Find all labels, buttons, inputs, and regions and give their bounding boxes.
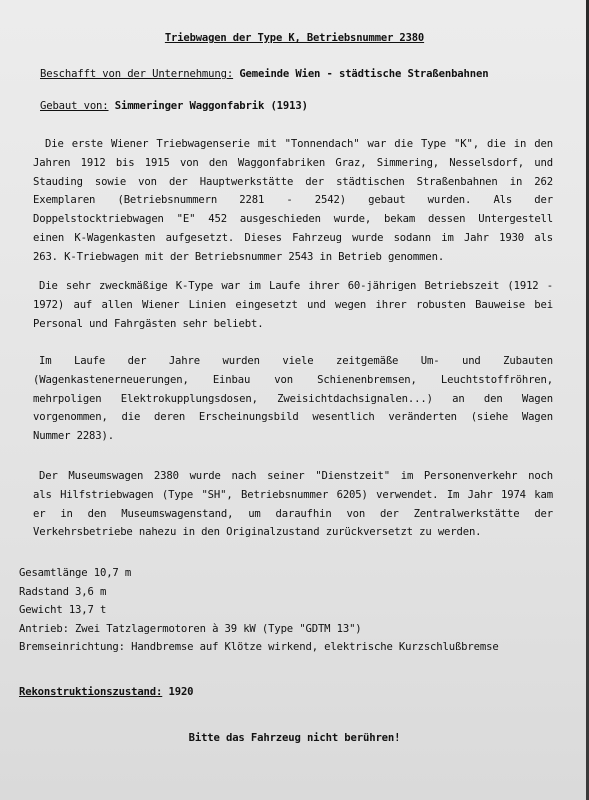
paragraph-3	[33, 352, 553, 446]
paragraph-line: 1972) auf allen Wiener Linien eingesetzt und wegen ihrer robusten Bauweise bei	[33, 298, 553, 311]
spec-list	[19, 564, 559, 657]
built-line	[40, 100, 560, 112]
paragraph-line: Jahren 1912 bis 1915 von den Waggonfabriken Graz, Simmering, Nesselsdorf, und	[33, 156, 553, 169]
paragraph-line: Stauding sowie von der Hauptwerkstätte der städtischen Straßenbahnen in 262	[33, 175, 553, 188]
spec-drive: Antrieb: Zwei Tatzlagermotoren à 39 kW (Type "GDTM 13")	[19, 622, 362, 635]
paragraph-line: (Wagenkastenerneuerungen, Einbau von Schienenbremsen, Leuchtstoffröhren,	[33, 373, 553, 386]
paragraph-line: Die sehr zweckmäßige K-Type war im Laufe ihrer 60-jährigen Betriebszeit (1912 -	[39, 280, 553, 292]
paragraph-line: 263. K-Triebwagen mit der Betriebsnummer 2543 in Betrieb genommen.	[33, 250, 445, 263]
procured-value: Gemeinde Wien - städtische Straßenbahnen	[239, 68, 489, 80]
paragraph-4	[33, 467, 553, 542]
paragraph-line: Im Laufe der Jahre wurden viele zeitgemäße Um- und Zubauten	[39, 355, 553, 367]
do-not-touch-notice: Bitte das Fahrzeug nicht berühren!	[188, 732, 401, 744]
procured-label: Beschafft von der Unternehmung:	[40, 68, 234, 80]
paragraph-line: Doppelstocktriebwagen "E" 452 ausgeschieden wurde, bekam dessen Untergestell	[33, 213, 553, 226]
paragraph-line: er in den Museumswagenstand, um daraufhin von der Zentralwerkstätte der	[33, 507, 553, 520]
paragraph-line: Der Museumswagen 2380 wurde nach seiner "Dienstzeit" im Personenverkehr noch	[39, 470, 553, 482]
paragraph-line: Verkehrsbetriebe nahezu in den Originalzustand zurückversetzt zu werden.	[33, 526, 482, 539]
paragraph-line: Personal und Fahrgästen sehr beliebt.	[33, 317, 264, 330]
paragraph-line: als Hilfstriebwagen (Type "SH", Betriebsnummer 6205) verwendet. Im Jahr 1974 kam	[33, 488, 553, 501]
paragraph-line: Die erste Wiener Triebwagenserie mit "Tonnendach" war die Type "K", die in den	[45, 138, 553, 150]
paragraph-line: Exemplaren (Betriebsnummern 2281 - 2542) gebaut wurden. Als der	[33, 194, 553, 207]
spec-wheelbase: Radstand 3,6 m	[19, 585, 107, 598]
built-label: Gebaut von:	[40, 100, 109, 112]
document-title: Triebwagen der Type K, Betriebsnummer 2380	[164, 32, 425, 44]
reconstruction-line	[19, 686, 419, 698]
reconstruction-label: Rekonstruktionszustand:	[19, 686, 163, 698]
paragraph-line: mehrpoligen Elektrokupplungsdosen, Zweisichtdachsignalen...) an den Wagen	[33, 392, 553, 405]
paragraph-line: Nummer 2283).	[33, 430, 114, 443]
reconstruction-value: 1920	[168, 686, 194, 698]
built-value: Simmeringer Waggonfabrik (1913)	[114, 100, 308, 112]
spec-weight: Gewicht 13,7 t	[19, 604, 107, 617]
paragraph-1	[33, 135, 553, 267]
paragraph-2	[33, 277, 553, 333]
paragraph-line: einen K-Wagenkasten aufgesetzt. Dieses Fahrzeug wurde sodann im Jahr 1930 als	[33, 231, 553, 244]
paragraph-line: vorgenommen, die deren Erscheinungsbild wesentlich veränderten (siehe Wagen	[33, 411, 553, 424]
spec-brakes: Bremseinrichtung: Handbremse auf Klötze wirkend, elektrische Kurzschlußbremse	[19, 641, 499, 654]
procured-line	[40, 68, 560, 80]
spec-length: Gesamtlänge 10,7 m	[19, 567, 132, 579]
